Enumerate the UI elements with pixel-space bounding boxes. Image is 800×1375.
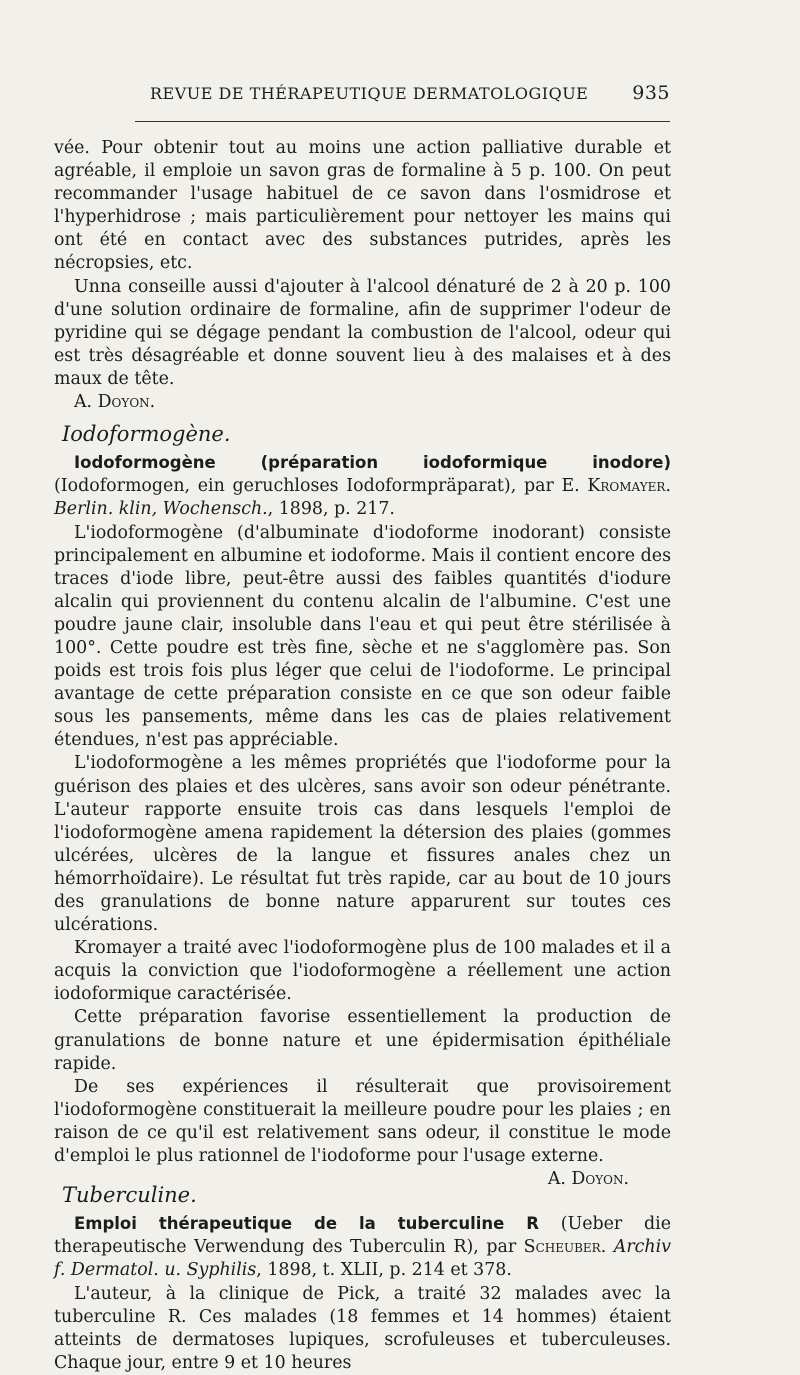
- paragraph: L'auteur, à la clinique de Pick, a traité 32 malades avec la tuberculine R. Ces malades (18 femmes et 14 hommes) étaient atteints de dermatoses lupiques, scrofuleuses et tuberculeuses. Chaque jour, entre 9 et 10 heures: [54, 1283, 671, 1373]
- signature: A. Doyon.: [74, 392, 156, 413]
- journal-name: Berlin. klin, Wochensch.: [54, 499, 268, 520]
- article-author: Scheuber: [523, 1237, 601, 1258]
- page-number: 935: [632, 82, 670, 104]
- paragraph: De ses expériences il résulterait que provisoirement l'iodoformogène constituerait la meilleure poudre pour les plaies ; en raison de ce qu'il est relativement sans odeur, il constitue le mode d'emploi le plus rationnel de l'iodoforme pour l'usage externe. A. Doyon.: [54, 1076, 671, 1168]
- paragraph: Kromayer a traité avec l'iodoformogène plus de 100 malades et il a acquis la conviction que l'iodoformogène a réellement une action iodoformique caractérisée.: [54, 938, 671, 1005]
- article-reference: Emploi thérapeutique de la tuberculine R (Ueber die therapeutische Verwendung des Tuberculin R), par Scheuber. Archiv f. Dermatol. u. Syphilis, 1898, t. XLII, p. 214 et 378.: [54, 1214, 672, 1281]
- journal-name: Archiv f. Dermatol. u. Syphilis: [54, 1237, 671, 1281]
- running-title: REVUE DE THÉRAPEUTIQUE DERMATOLOGIQUE: [150, 84, 589, 103]
- article-author: Kromayer: [587, 476, 666, 497]
- paragraph: L'iodoformogène (d'albuminate d'iodoforme inodorant) consiste principalement en albumine et iodoforme. Mais il contient encore des traces d'iode libre, peut-être aussi des faibles quantités d'iodure alcalin qui proviennent du contenu alcalin de l'albumine. C'est une poudre jaune clair, insoluble dans l'eau et qui peut être stérilisée à 100°. Cette poudre est très fine, sèche et ne s'agglomère pas. Son poids est trois fois plus léger que celui de l'iodoforme. Le principal avantage de cette préparation consiste en ce que son odeur faible sous les pansements, même dans les cas de plaies relativement étendues, n'est pas appréciable.: [54, 522, 671, 751]
- section-heading-tuberculine: Tuberculine.: [62, 1183, 197, 1208]
- article-title: Iodoformogène (préparation iodoformique inodore): [74, 453, 671, 473]
- body-text: [54, 137, 671, 1375]
- section-heading-iodoformogene: Iodoformogène.: [62, 422, 231, 447]
- signature: A. Doyon.: [547, 1169, 629, 1190]
- paragraph: Unna conseille aussi d'ajouter à l'alcool dénaturé de 2 à 20 p. 100 d'une solution ordinaire de formaline, afin de supprimer l'odeur de pyridine qui se dégage pendant la combustion de l'alcool, odeur qui est très désagréable et donne souvent lieu à des malaises et à des maux de tête.: [54, 276, 671, 389]
- header-rule: [135, 121, 670, 122]
- paragraph: L'iodoformogène a les mêmes propriétés que l'iodoforme pour la guérison des plaies et des ulcères, sans avoir son odeur pénétrante. L'auteur rapporte ensuite trois cas dans lesquels l'emploi de l'iodoformogène amena rapidement la détersion des plaies (gommes ulcérées, ulcères de la langue et fissures anales chez un hémorrhoïdaire). Le résultat fut très rapide, car au bout de 10 jours des granulations de bonne nature apparurent sur toutes ces ulcérations.: [54, 753, 671, 936]
- article-reference: Iodoformogène (préparation iodoformique inodore) (Iodoformogen, ein geruchloses Iodoformpräparat), par E. Kromayer. Berlin. klin, Wochensch., 1898, p. 217.: [54, 453, 671, 520]
- article-title: Emploi thérapeutique de la tuberculine R: [74, 1214, 540, 1234]
- paragraph: vée. Pour obtenir tout au moins une action palliative durable et agréable, il emploie un savon gras de formaline à 5 p. 100. On peut recommander l'usage habituel de ce savon dans l'osmidrose et l'hyperhidrose ; mais particulièrement pour nettoyer les mains qui ont été en contact avec des substances putrides, après les nécropsies, etc.: [54, 138, 671, 274]
- paragraph: Cette préparation favorise essentiellement la production de granulations de bonne nature et une épidermisation épithéliale rapide.: [54, 1007, 671, 1074]
